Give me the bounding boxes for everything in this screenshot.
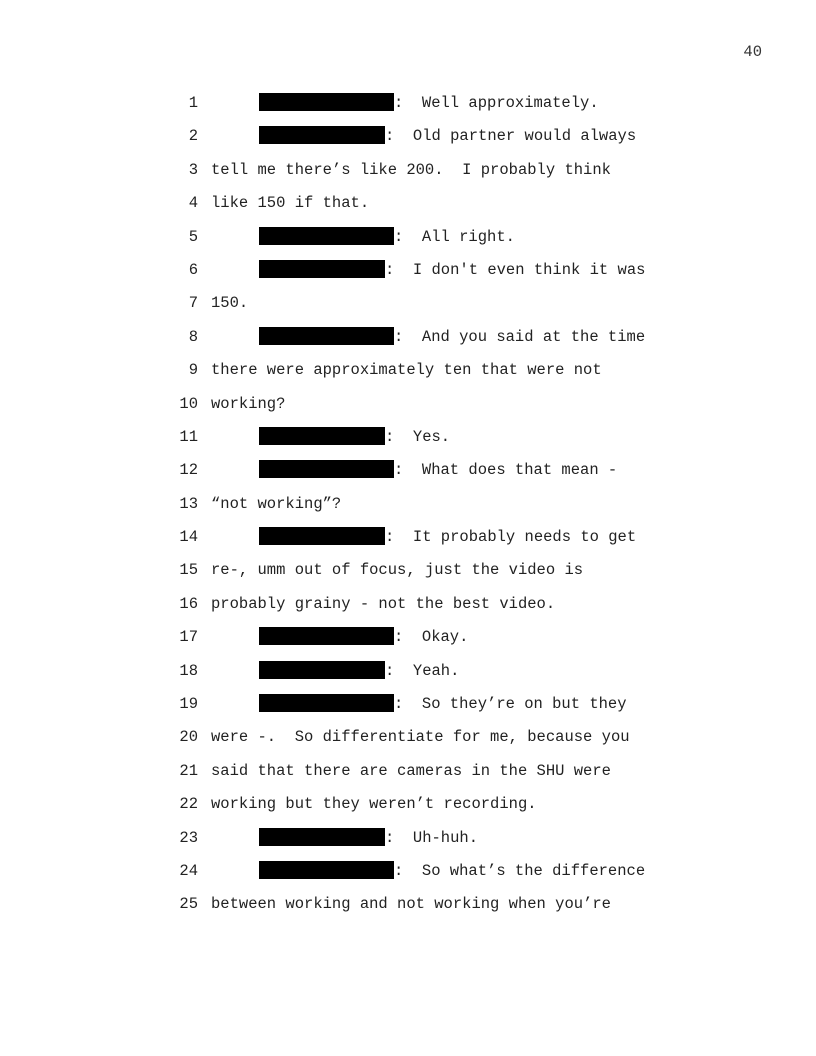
line-text: between working and not working when you’re	[211, 895, 611, 914]
line-number: 19	[179, 695, 198, 714]
speaker-turn	[259, 461, 617, 479]
line-number: 17	[179, 628, 198, 647]
redaction-box	[259, 828, 385, 846]
line-number: 6	[188, 260, 198, 279]
speaker-text: : So they’re on but they	[394, 695, 627, 714]
line-number: 8	[188, 327, 198, 346]
line-number: 3	[188, 160, 198, 179]
speaker-turn	[259, 662, 459, 680]
page-number: 40	[743, 43, 762, 61]
line-number: 21	[179, 761, 198, 780]
speaker-text: : I don't even think it was	[385, 261, 646, 280]
line-number: 25	[179, 895, 198, 914]
line-number: 14	[179, 528, 198, 547]
line-number: 13	[179, 494, 198, 513]
speaker-turn	[259, 261, 645, 279]
speaker-turn	[259, 862, 645, 880]
speaker-text: : It probably needs to get	[385, 528, 637, 547]
speaker-turn	[259, 695, 627, 713]
speaker-turn	[259, 328, 645, 346]
line-number: 15	[179, 561, 198, 580]
redaction-box	[259, 93, 394, 111]
speaker-text: : Yeah.	[385, 661, 460, 680]
line-number: 5	[188, 227, 198, 246]
line-text: were -. So differentiate for me, because you	[211, 728, 630, 747]
redaction-box	[259, 694, 394, 712]
line-number: 4	[188, 194, 198, 213]
line-text: working?	[211, 394, 286, 413]
line-text: tell me there’s like 200. I probably think	[211, 160, 611, 179]
transcript-line	[0, 461, 816, 503]
speaker-turn	[259, 528, 636, 546]
speaker-turn	[259, 829, 478, 847]
line-text: “not working”?	[211, 494, 342, 513]
line-number: 11	[179, 427, 198, 446]
transcript-line	[0, 361, 816, 403]
speaker-turn	[259, 628, 468, 646]
speaker-text: : Old partner would always	[385, 127, 637, 146]
line-text: said that there are cameras in the SHU were	[211, 761, 611, 780]
line-number: 1	[188, 94, 198, 112]
line-number: 20	[179, 728, 198, 747]
transcript-line	[0, 895, 816, 937]
line-number: 10	[179, 394, 198, 413]
line-number: 24	[179, 861, 198, 880]
redaction-box	[259, 460, 394, 478]
speaker-text: : Uh-huh.	[385, 828, 479, 847]
speaker-turn	[259, 94, 599, 112]
speaker-turn	[259, 127, 636, 145]
line-text: 150.	[211, 294, 249, 313]
line-text: there were approximately ten that were not	[211, 361, 602, 380]
line-text: working but they weren’t recording.	[211, 795, 537, 814]
line-number: 22	[179, 795, 198, 814]
speaker-text: : What does that mean -	[394, 461, 618, 480]
line-number: 16	[179, 594, 198, 613]
redaction-box	[259, 126, 385, 144]
redaction-box	[259, 527, 385, 545]
speaker-text: : And you said at the time	[394, 327, 646, 346]
transcript-line	[0, 260, 816, 303]
line-text: re-, umm out of focus, just the video is	[211, 561, 584, 580]
redaction-box	[259, 427, 385, 445]
line-text: probably grainy - not the best video.	[211, 594, 556, 613]
redaction-box	[259, 627, 394, 645]
speaker-text: : Okay.	[394, 628, 469, 647]
redaction-box	[259, 861, 394, 879]
line-text: like 150 if that.	[211, 194, 370, 213]
line-number: 23	[179, 828, 198, 847]
line-number: 12	[179, 461, 198, 480]
speaker-text: : So what’s the difference	[394, 862, 646, 881]
redaction-box	[259, 327, 394, 345]
speaker-turn	[259, 428, 450, 446]
speaker-text: : Yes.	[385, 428, 451, 446]
line-number: 9	[188, 361, 198, 380]
redaction-box	[259, 661, 385, 679]
speaker-turn	[259, 228, 515, 246]
transcript-body	[0, 94, 816, 938]
redaction-box	[259, 260, 385, 278]
redaction-box	[259, 227, 394, 245]
line-number: 7	[188, 294, 198, 313]
line-number: 18	[179, 661, 198, 680]
speaker-text: : All right.	[394, 227, 515, 246]
line-number: 2	[188, 127, 198, 146]
transcript-line	[0, 160, 816, 203]
speaker-text: : Well approximately.	[394, 94, 599, 113]
